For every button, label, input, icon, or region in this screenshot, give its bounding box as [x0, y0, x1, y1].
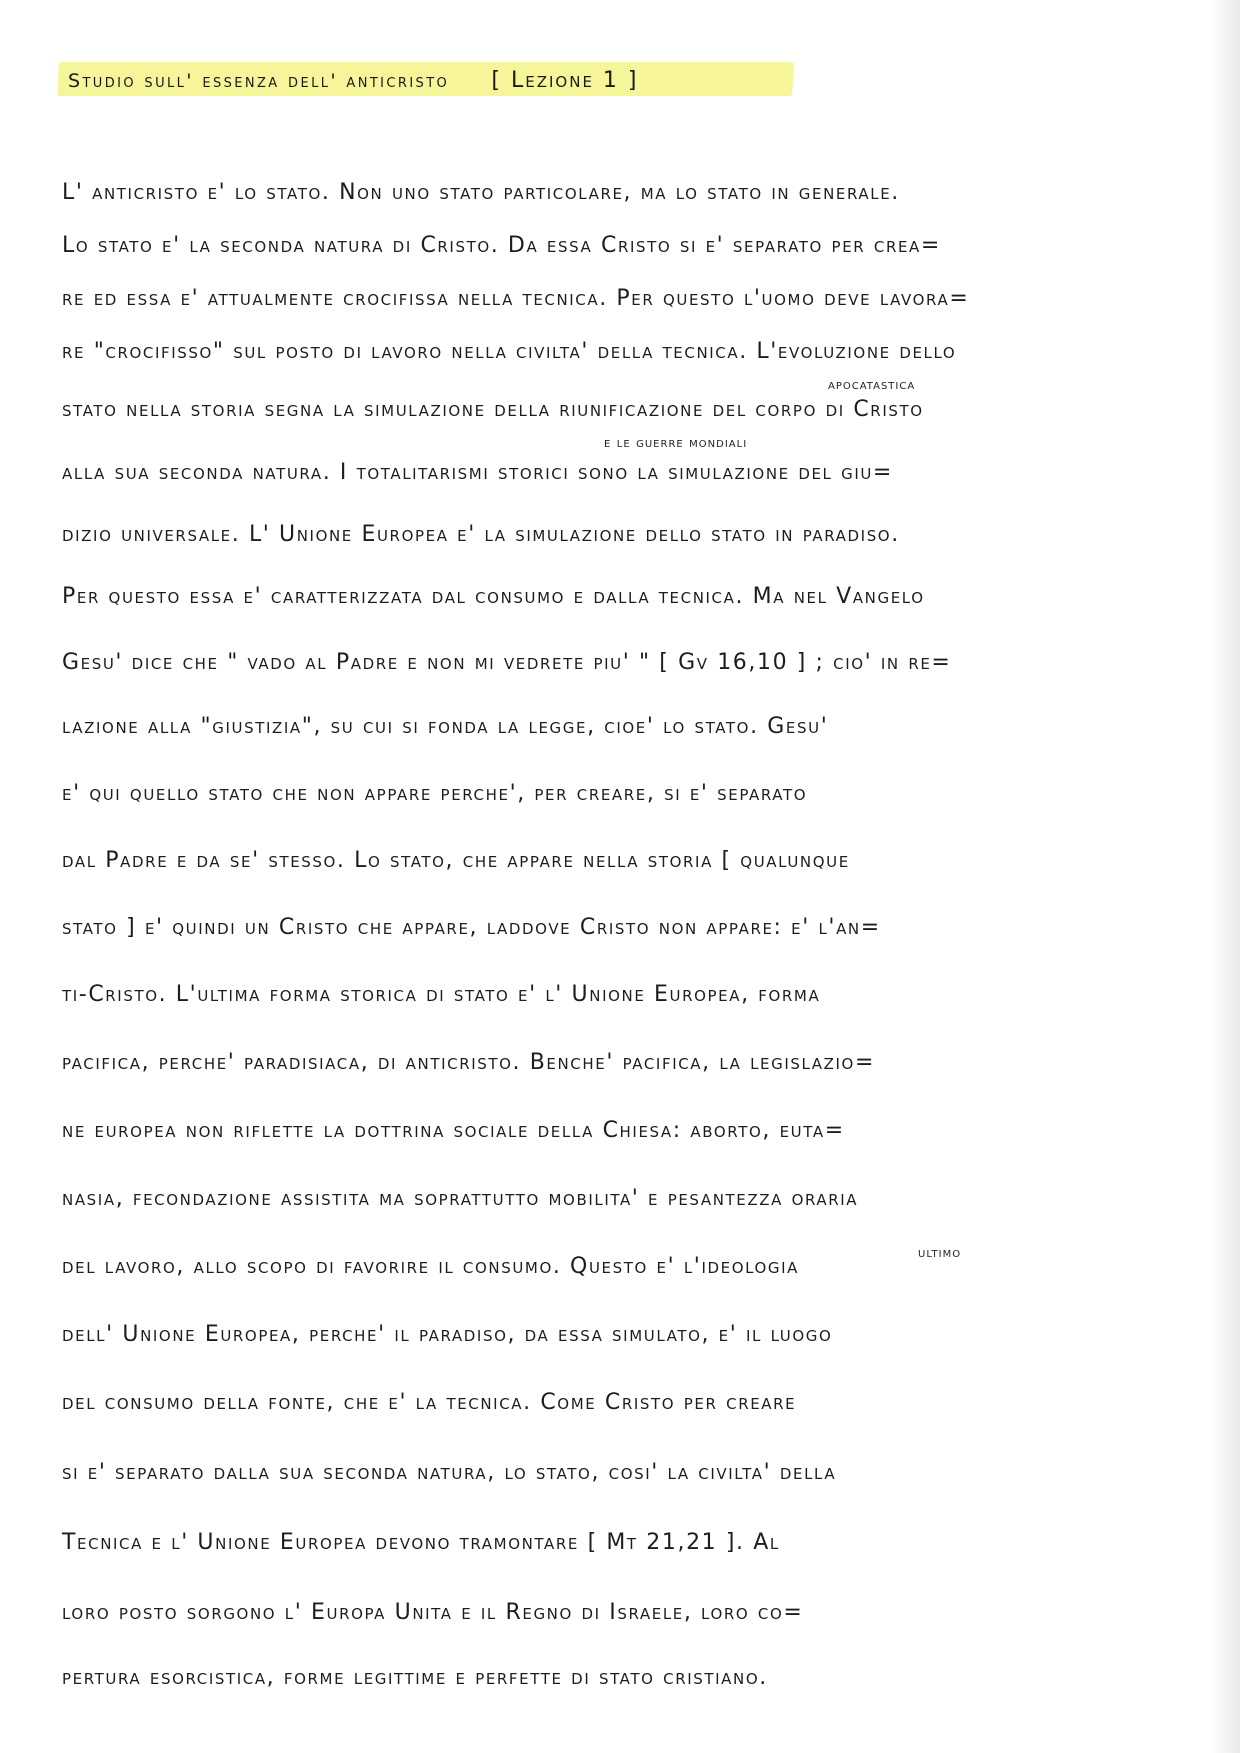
text-line-23: loro posto sorgono l' Europa Unita e il Regno di Israele, loro co= [62, 1600, 804, 1625]
text-line-9: Gesu' dice che " vado al Padre e non mi vedrete piu' " [ Gv 16,10 ] ; cio' in re= [62, 650, 952, 675]
insertion-ultimo: ultimo [918, 1245, 962, 1261]
text-line-2: Lo stato e' la seconda natura di Cristo. Da essa Cristo si e' separato per crea= [62, 233, 941, 258]
text-line-1: L' anticristo e' lo stato. Non uno stato particolare, ma lo stato in generale. [62, 180, 900, 205]
text-line-13: stato ] e' quindi un Cristo che appare, laddove Cristo non appare: e' l'an= [62, 915, 881, 940]
text-line-20: del consumo della fonte, che e' la tecnica. Come Cristo per creare [62, 1390, 797, 1415]
text-line-11: e' qui quello stato che non appare perche', per creare, si e' separato [62, 781, 808, 806]
text-line-5: stato nella storia segna la simulazione della riunificazione del corpo di Cristo [62, 397, 924, 422]
text-line-17: nasia, fecondazione assistita ma soprattutto mobilita' e pesantezza oraria [62, 1186, 859, 1211]
text-line-7: dizio universale. L' Unione Europea e' la simulazione dello stato in paradiso. [62, 522, 900, 547]
insertion-apocatastica: apocatastica [828, 377, 916, 393]
title-block [58, 58, 793, 102]
text-line-12: dal Padre e da se' stesso. Lo stato, che appare nella storia [ qualunque [62, 848, 850, 873]
page-edge-shadow [1210, 0, 1240, 1753]
text-line-15: pacifica, perche' paradisiaca, di anticristo. Benche' pacifica, la legislazio= [62, 1050, 875, 1075]
text-line-24: pertura esorcistica, forme legittime e perfette di stato cristiano. [62, 1665, 768, 1690]
text-line-14: ti-Cristo. L'ultima forma storica di stato e' l' Unione Europea, forma [62, 982, 821, 1007]
text-line-6: alla sua seconda natura. I totalitarismi storici sono la simulazione del giu= [62, 460, 893, 485]
text-line-4: re "crocifisso" sul posto di lavoro nella civilta' della tecnica. L'evoluzione dello [62, 339, 957, 364]
text-line-3: re ed essa e' attualmente crocifissa nella tecnica. Per questo l'uomo deve lavora= [62, 286, 970, 311]
text-line-10: lazione alla "giustizia", su cui si fonda la legge, cioe' lo stato. Gesu' [62, 714, 829, 739]
text-line-8: Per questo essa e' caratterizzata dal consumo e dalla tecnica. Ma nel Vangelo [62, 584, 925, 609]
title-text: Studio sull' essenza dell' anticristo [68, 70, 450, 92]
text-line-21: si e' separato dalla sua seconda natura, lo stato, cosi' la civilta' della [62, 1460, 837, 1485]
text-line-19: dell' Unione Europea, perche' il paradiso, da essa simulato, e' il luogo [62, 1322, 833, 1347]
lesson-label: [ Lezione 1 ] [491, 68, 639, 93]
insertion-guerre-mondiali: e le guerre mondiali [604, 435, 748, 451]
page-title [68, 68, 639, 93]
text-line-16: ne europea non riflette la dottrina sociale della Chiesa: aborto, euta= [62, 1118, 845, 1143]
text-line-18: del lavoro, allo scopo di favorire il consumo. Questo e' l'ideologia [62, 1254, 800, 1279]
text-line-22: Tecnica e l' Unione Europea devono tramontare [ Mt 21,21 ]. Al [62, 1530, 780, 1555]
